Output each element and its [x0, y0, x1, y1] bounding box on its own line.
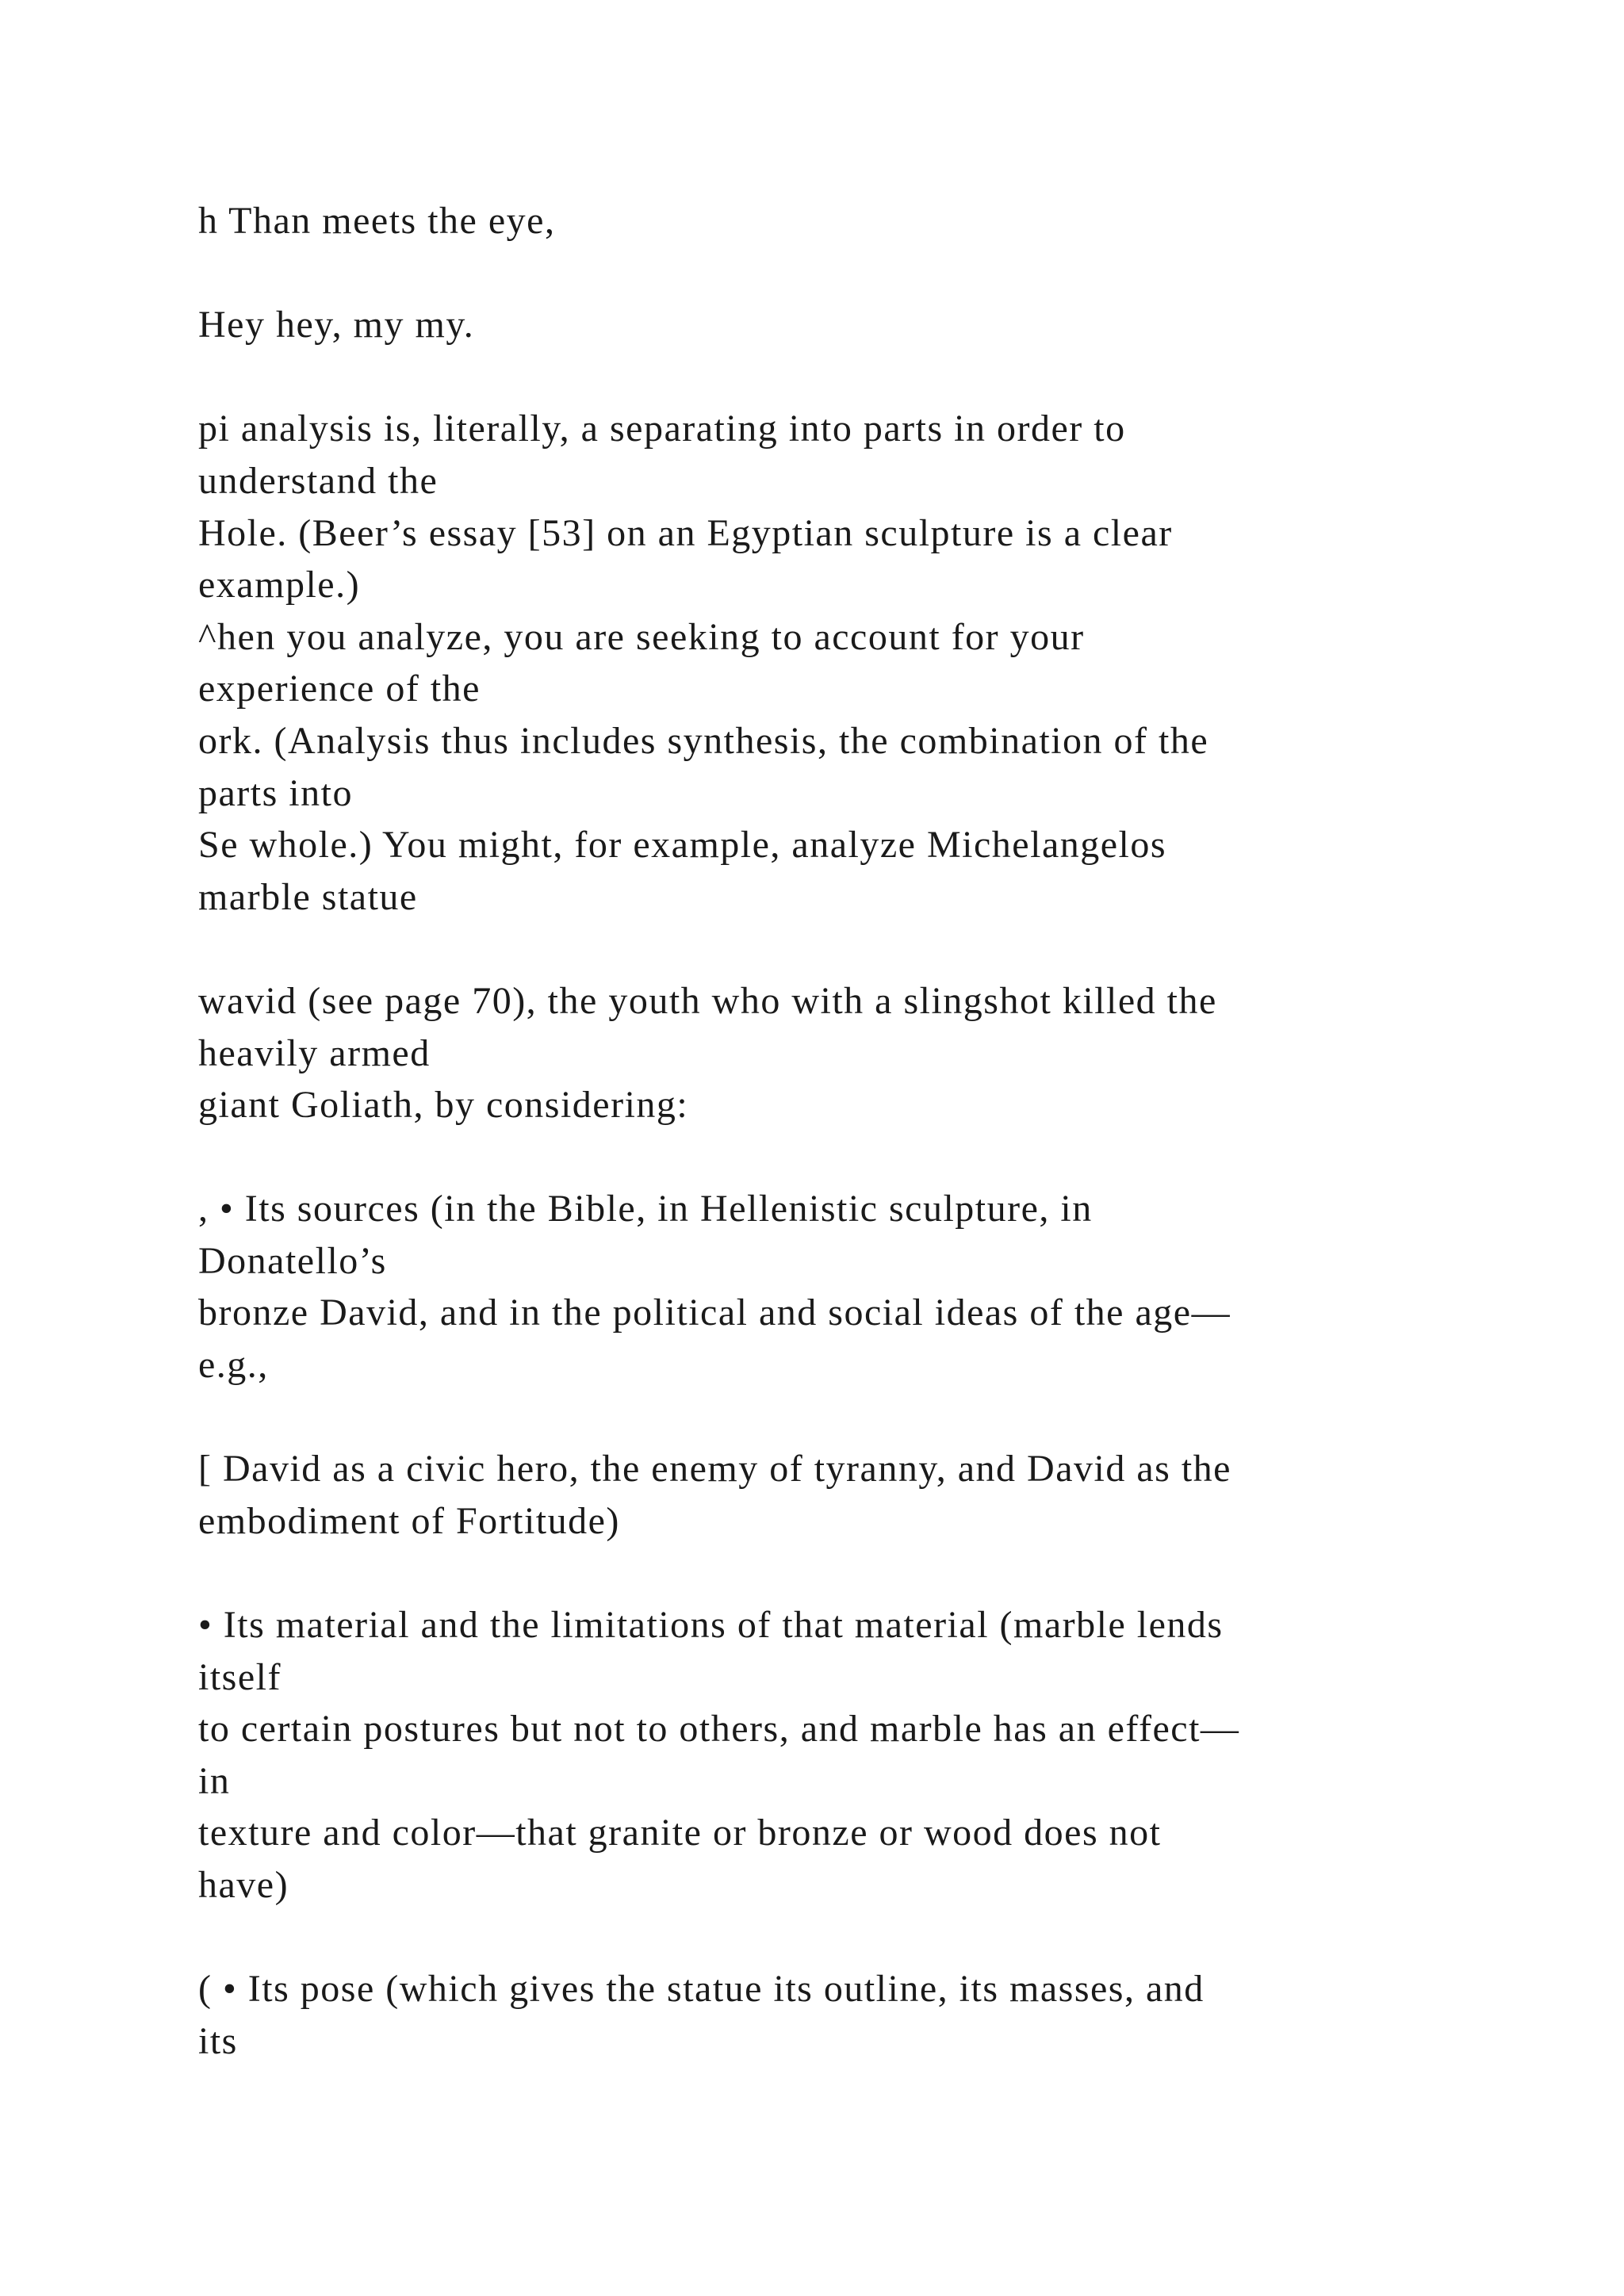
- text-line: pi analysis is, literally, a separating into parts in order to: [198, 408, 1126, 450]
- text-line: Hole. (Beer’s essay [53] on an Egyptian sculpture is a clear: [198, 511, 1173, 554]
- blank-line: [198, 1131, 1546, 1184]
- text-line: ^hen you analyze, you are seeking to account for your: [198, 615, 1085, 658]
- text-line: ork. (Analysis thus includes synthesis, the combination of the: [198, 719, 1209, 762]
- text-line: bronze David, and in the political and social ideas of the age—: [198, 1292, 1231, 1334]
- text-line: in: [198, 1759, 231, 1802]
- text-line: [ David as a civic hero, the enemy of tyranny, and David as the: [198, 1448, 1231, 1490]
- text-line: experience of the: [198, 668, 481, 710]
- blank-line: [198, 923, 1546, 975]
- text-line: texture and color—that granite or bronze or wood does not: [198, 1812, 1162, 1854]
- text-line: , • Its sources (in the Bible, in Hellenistic sculpture, in: [198, 1188, 1093, 1230]
- text-line: Se whole.) You might, for example, analyze Michelangelos: [198, 824, 1167, 867]
- text-line: • Its material and the limitations of that material (marble lends: [198, 1604, 1224, 1647]
- body-text: [198, 195, 1546, 2067]
- blank-line: [198, 351, 1546, 404]
- text-line: its: [198, 2019, 238, 2062]
- text-line: to certain postures but not to others, and marble has an effect—: [198, 1708, 1240, 1751]
- text-line: embodiment of Fortitude): [198, 1499, 620, 1542]
- text-line: ( • Its pose (which gives the statue its outline, its masses, and: [198, 1968, 1205, 2011]
- text-line: marble statue: [198, 875, 418, 918]
- text-line: itself: [198, 1655, 282, 1698]
- text-line: h Than meets the eye,: [198, 200, 556, 242]
- text-line: have): [198, 1864, 289, 1906]
- blank-line: [198, 1391, 1546, 1444]
- text-line: example.): [198, 564, 361, 607]
- text-line: e.g.,: [198, 1344, 269, 1387]
- blank-line: [198, 1547, 1546, 1599]
- text-line: wavid (see page 70), the youth who with a slingshot killed the: [198, 979, 1217, 1022]
- text-line: parts into: [198, 771, 353, 814]
- blank-line: [198, 1911, 1546, 1964]
- text-line: Donatello’s: [198, 1239, 387, 1282]
- text-line: Hey hey, my my.: [198, 304, 475, 346]
- text-line: understand the: [198, 459, 439, 502]
- text-line: giant Goliath, by considering:: [198, 1084, 689, 1127]
- blank-line: [198, 247, 1546, 300]
- text-line: heavily armed: [198, 1031, 431, 1074]
